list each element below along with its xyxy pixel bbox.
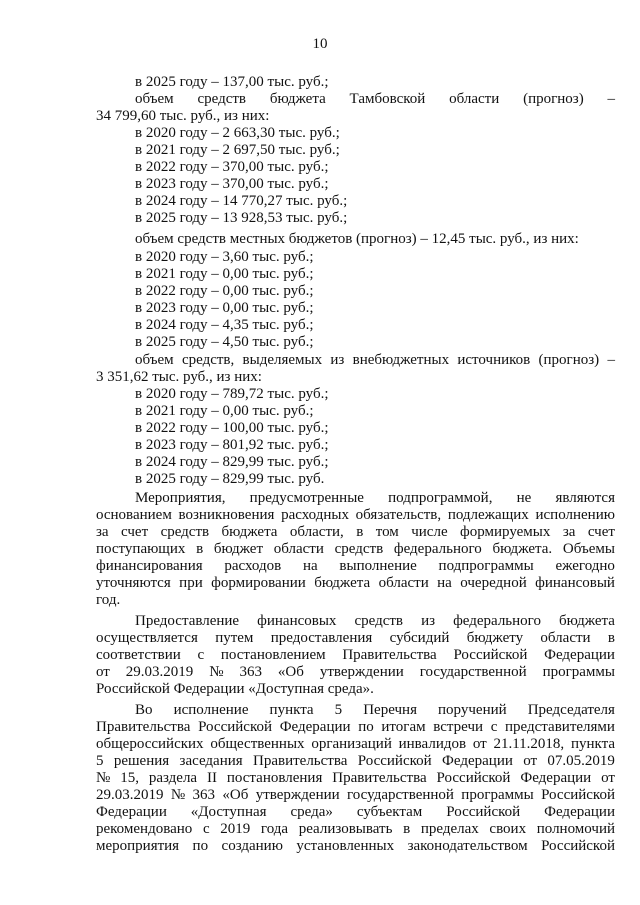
word: формировании xyxy=(211,575,306,591)
word: государственной xyxy=(419,664,527,680)
text-line: в 2022 году – 0,00 тыс. руб.; xyxy=(135,283,314,299)
word: на xyxy=(437,575,452,591)
word: счет xyxy=(121,524,149,540)
word: 29.03.2019 xyxy=(96,787,164,803)
word: 5 xyxy=(334,702,343,718)
paragraph-line xyxy=(96,630,615,647)
word: встречи xyxy=(433,719,484,735)
text-line: в 2022 году – 100,00 тыс. руб.; xyxy=(135,420,329,436)
word: 363 xyxy=(192,787,216,803)
word: за xyxy=(96,524,109,540)
text-line: в 2024 году – 14 770,27 тыс. руб.; xyxy=(135,193,348,209)
text-line: в 2021 году – 0,00 тыс. руб.; xyxy=(135,266,314,282)
word: с xyxy=(202,821,210,837)
word: полномочий xyxy=(536,821,615,837)
word: исполнению xyxy=(535,507,615,523)
text-line xyxy=(135,352,615,369)
paragraph-line xyxy=(96,838,615,855)
word: общественных xyxy=(210,736,305,752)
word: при xyxy=(179,575,203,591)
word: от xyxy=(472,736,487,752)
word: Российской xyxy=(198,719,273,735)
word: по xyxy=(358,719,374,735)
word: расходных xyxy=(281,507,349,523)
word: созданию xyxy=(221,838,283,854)
word: субсидий xyxy=(389,630,450,646)
word: Российской xyxy=(436,770,511,786)
word: Федерации xyxy=(279,719,351,735)
word: в xyxy=(403,821,411,837)
word: подлежащих xyxy=(447,507,529,523)
word: II xyxy=(206,770,217,786)
paragraph-line xyxy=(135,702,615,719)
word: – xyxy=(607,352,615,368)
word: финансовых xyxy=(257,613,337,629)
word: среда» xyxy=(290,804,333,820)
word: мероприятия xyxy=(96,838,180,854)
word: финансовый xyxy=(535,575,615,591)
word: 363 xyxy=(239,664,262,680)
text-line: в 2020 году – 2 663,30 тыс. руб.; xyxy=(135,125,340,141)
word: 29.03.2019 xyxy=(125,664,194,680)
word: счет xyxy=(587,524,615,540)
word: Тамбовской xyxy=(349,91,426,107)
word: возникновения xyxy=(178,507,275,523)
word: постановления xyxy=(226,770,323,786)
word: числе xyxy=(411,524,448,540)
paragraph-line xyxy=(96,558,615,575)
paragraph-line xyxy=(96,664,615,681)
page-number: 10 xyxy=(312,36,328,52)
paragraph-line xyxy=(96,647,615,664)
text-line xyxy=(135,91,615,108)
text-line: в 2020 году – 3,60 тыс. руб.; xyxy=(135,249,314,265)
word: за xyxy=(562,524,576,540)
word: из xyxy=(330,352,345,368)
word: инвалидов xyxy=(398,736,467,752)
word: федерального xyxy=(393,541,482,557)
word: в xyxy=(196,541,204,557)
word: поручений xyxy=(438,702,507,718)
word: своих xyxy=(489,821,527,837)
word: Перечня xyxy=(363,702,417,718)
word: пункта xyxy=(570,736,615,752)
word: объем xyxy=(135,91,174,107)
paragraph-line xyxy=(96,770,615,787)
paragraph-line xyxy=(96,507,615,524)
word: рекомендовано xyxy=(96,821,193,837)
word: Российской xyxy=(357,753,432,769)
word: средств, xyxy=(181,352,235,368)
text-line: в 2022 году – 370,00 тыс. руб.; xyxy=(135,159,329,175)
word: № xyxy=(96,770,111,786)
word: Объемы xyxy=(562,541,615,557)
word: от xyxy=(523,753,538,769)
word: с xyxy=(197,647,205,663)
word: формируемых xyxy=(460,524,551,540)
word: являются xyxy=(555,490,615,506)
word: «Об xyxy=(222,787,249,803)
word: по xyxy=(192,838,209,854)
word: бюджета xyxy=(314,575,371,591)
word: Предоставление xyxy=(135,613,240,629)
word: расходов xyxy=(224,558,282,574)
word: основанием xyxy=(96,507,172,523)
word: 15, xyxy=(120,770,139,786)
word: раздела xyxy=(148,770,198,786)
word: области, xyxy=(289,524,344,540)
text-line: в 2021 году – 0,00 тыс. руб.; xyxy=(135,403,314,419)
word: утверждении xyxy=(255,787,340,803)
word: из xyxy=(421,613,436,629)
word: 21.11.2018, xyxy=(493,736,565,752)
word: законодательством xyxy=(407,838,528,854)
word: выделяемых xyxy=(242,352,323,368)
text-line: в 2024 году – 829,99 тыс. руб.; xyxy=(135,454,329,470)
word: Федерации xyxy=(442,753,513,769)
word: Председателя xyxy=(527,702,615,718)
word: утверждении xyxy=(319,664,404,680)
word: «Доступная xyxy=(190,804,267,820)
text-line: объем средств местных бюджетов (прогноз) – 12,45 тыс. руб., из них: xyxy=(135,231,579,247)
word: Федерации xyxy=(544,804,615,820)
paragraph-line xyxy=(96,541,615,558)
word: очередной xyxy=(460,575,527,591)
word: 07.05.2019 xyxy=(547,753,615,769)
text-line: в 2025 году – 13 928,53 тыс. руб.; xyxy=(135,210,348,226)
word: года xyxy=(260,821,289,837)
word: подпрограммой, xyxy=(388,490,493,506)
word: государственной xyxy=(347,787,454,803)
word: обязательств, xyxy=(355,507,442,523)
word: № xyxy=(170,787,186,803)
word: установленных xyxy=(296,838,395,854)
word: соответствии xyxy=(96,647,181,663)
word: внебюджетных xyxy=(352,352,450,368)
word: в xyxy=(356,524,364,540)
word: «Об xyxy=(277,664,304,680)
word: Российской xyxy=(541,787,615,803)
word: не xyxy=(516,490,532,506)
word: от xyxy=(601,770,615,786)
word: ежегодно xyxy=(555,558,615,574)
word: программы xyxy=(542,664,615,680)
word: (прогноз) xyxy=(538,352,600,368)
text-line: в 2025 году – 829,99 тыс. руб. xyxy=(135,471,325,487)
word: финансирования xyxy=(96,558,203,574)
word: источников xyxy=(457,352,531,368)
word: выполнение xyxy=(339,558,417,574)
word: в xyxy=(607,630,615,646)
word: области xyxy=(273,541,324,557)
word: бюджет xyxy=(213,541,264,557)
word: средств xyxy=(197,91,247,107)
word: осуществляется xyxy=(96,630,198,646)
word: Правительства xyxy=(342,647,437,663)
word: бюджета xyxy=(269,91,326,107)
word: Российской xyxy=(453,647,528,663)
word: бюджета xyxy=(559,613,615,629)
word: том xyxy=(375,524,399,540)
word: Правительства xyxy=(253,753,348,769)
paragraph-line xyxy=(96,719,615,736)
text-line: 3 351,62 тыс. руб., из них: xyxy=(96,369,262,385)
paragraph-line xyxy=(96,575,615,592)
paragraph-line xyxy=(96,821,615,838)
text-line: в 2025 году – 137,00 тыс. руб.; xyxy=(135,74,329,90)
text-line: в 2024 году – 4,35 тыс. руб.; xyxy=(135,317,314,333)
word: 2019 xyxy=(220,821,251,837)
word: объем xyxy=(135,352,174,368)
word: Федерации xyxy=(520,770,592,786)
word: федерального xyxy=(453,613,541,629)
word: Российской xyxy=(541,838,615,854)
word: пункта xyxy=(269,702,314,718)
word: (прогноз) xyxy=(523,91,584,107)
text-line: в 2023 году – 0,00 тыс. руб.; xyxy=(135,300,314,316)
word: пределах xyxy=(420,821,479,837)
word: Во xyxy=(135,702,153,718)
word: субъектам xyxy=(356,804,423,820)
paragraph-line xyxy=(96,804,615,821)
word: № xyxy=(209,664,224,680)
word: подпрограммы xyxy=(438,558,534,574)
word: 5 xyxy=(96,753,104,769)
paragraph-line xyxy=(96,753,615,770)
word: общероссийских xyxy=(96,736,204,752)
word: – xyxy=(607,91,615,107)
paragraph-line xyxy=(135,490,615,507)
paragraph-line: Российской Федерации «Доступная среда». xyxy=(96,681,374,697)
word: заседания xyxy=(179,753,243,769)
word: решения xyxy=(113,753,170,769)
word: представителями xyxy=(505,719,615,735)
text-line: в 2023 году – 801,92 тыс. руб.; xyxy=(135,437,329,453)
word: Федерации xyxy=(96,804,167,820)
word: Мероприятия, xyxy=(135,490,226,506)
paragraph-line xyxy=(96,787,615,804)
word: Правительства xyxy=(332,770,427,786)
word: Федерации xyxy=(544,647,615,663)
word: на xyxy=(302,558,318,574)
word: предусмотренные xyxy=(249,490,364,506)
word: области xyxy=(449,91,500,107)
word: итогам xyxy=(381,719,426,735)
word: путем xyxy=(215,630,254,646)
word: организаций xyxy=(311,736,392,752)
word: программы xyxy=(461,787,534,803)
word: реализовывать xyxy=(298,821,393,837)
word: бюджета xyxy=(221,524,278,540)
word: бюджету xyxy=(466,630,524,646)
word: уточняются xyxy=(96,575,171,591)
word: Правительства xyxy=(96,719,191,735)
word: исполнение xyxy=(173,702,249,718)
word: средств xyxy=(334,541,384,557)
word: от xyxy=(96,664,110,680)
text-line: в 2021 году – 2 697,50 тыс. руб.; xyxy=(135,142,340,158)
paragraph-line: год. xyxy=(96,592,121,608)
paragraph-line xyxy=(96,524,615,541)
word: постановлением xyxy=(220,647,326,663)
word: средств xyxy=(354,613,404,629)
word: области xyxy=(540,630,591,646)
word: средств xyxy=(160,524,210,540)
paragraph-line xyxy=(96,736,615,753)
word: с xyxy=(490,719,498,735)
word: области xyxy=(378,575,429,591)
word: бюджета. xyxy=(492,541,553,557)
text-line: в 2023 году – 370,00 тыс. руб.; xyxy=(135,176,329,192)
text-line: в 2020 году – 789,72 тыс. руб.; xyxy=(135,386,329,402)
word: поступающих xyxy=(96,541,186,557)
word: Российской xyxy=(446,804,521,820)
text-line: 34 799,60 тыс. руб., из них: xyxy=(96,108,270,124)
word: предоставления xyxy=(270,630,373,646)
text-line: в 2025 году – 4,50 тыс. руб.; xyxy=(135,334,314,350)
paragraph-line xyxy=(135,613,615,630)
